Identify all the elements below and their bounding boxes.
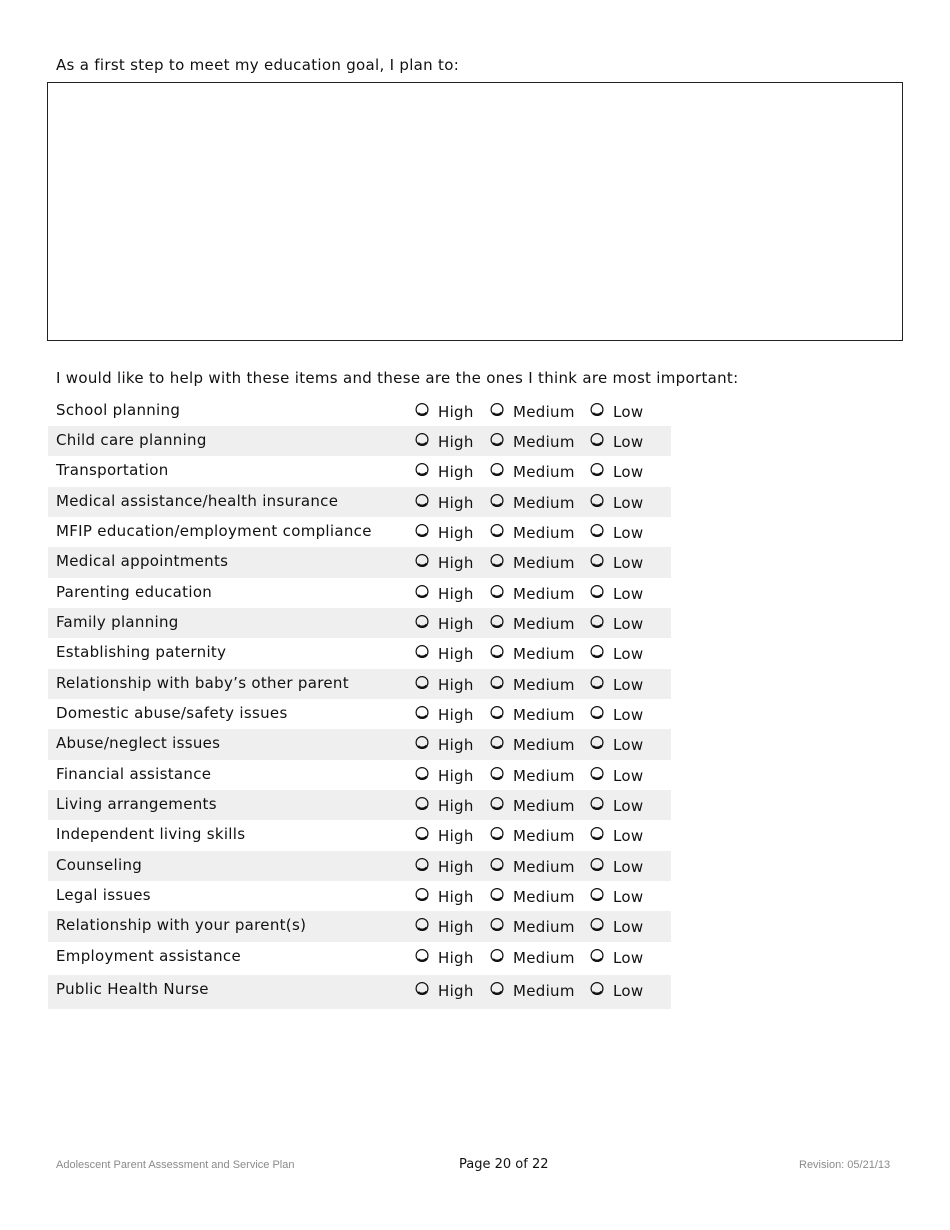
radio-button-icon[interactable] <box>415 796 430 811</box>
priority-high-option[interactable] <box>415 401 474 421</box>
priority-high-label: High <box>438 767 474 785</box>
radio-button-icon[interactable] <box>490 705 505 720</box>
priority-high-label: High <box>438 585 474 603</box>
priority-medium-option[interactable] <box>490 795 575 815</box>
radio-button-icon[interactable] <box>590 857 605 872</box>
priority-low-option[interactable] <box>590 825 643 845</box>
priority-item-label: Living arrangements <box>56 795 217 813</box>
radio-button-icon[interactable] <box>490 796 505 811</box>
priority-high-label: High <box>438 494 474 512</box>
priority-high-option[interactable] <box>415 552 474 572</box>
radio-button-icon[interactable] <box>590 705 605 720</box>
radio-button-icon[interactable] <box>415 523 430 538</box>
priority-low-label: Low <box>613 858 644 876</box>
priority-high-option[interactable] <box>415 613 474 633</box>
priority-medium-label: Medium <box>513 524 575 542</box>
priority-low-option[interactable] <box>590 643 643 663</box>
radio-button-icon[interactable] <box>490 402 505 417</box>
priority-medium-option[interactable] <box>490 643 575 663</box>
priority-low-label: Low <box>613 615 644 633</box>
priority-medium-option[interactable] <box>490 916 575 936</box>
priority-high-label: High <box>438 949 474 967</box>
priority-medium-option[interactable] <box>490 765 575 785</box>
priority-low-label: Low <box>613 949 644 967</box>
priority-high-option[interactable] <box>415 461 474 481</box>
priority-item-label: Medical assistance/health insurance <box>56 492 339 510</box>
priority-row <box>48 911 671 942</box>
radio-button-icon[interactable] <box>490 857 505 872</box>
priority-item-label: Public Health Nurse <box>56 980 209 998</box>
radio-button-icon[interactable] <box>415 553 430 568</box>
priority-medium-label: Medium <box>513 888 575 906</box>
priority-medium-label: Medium <box>513 797 575 815</box>
priority-medium-label: Medium <box>513 858 575 876</box>
radio-button-icon[interactable] <box>415 766 430 781</box>
priority-low-option[interactable] <box>590 401 643 421</box>
priority-low-option[interactable] <box>590 431 643 451</box>
priority-low-label: Low <box>613 676 644 694</box>
radio-button-icon[interactable] <box>590 402 605 417</box>
priority-row <box>48 456 671 487</box>
priority-low-label: Low <box>613 982 644 1000</box>
radio-button-icon[interactable] <box>415 644 430 659</box>
radio-button-icon[interactable] <box>490 887 505 902</box>
priority-high-label: High <box>438 676 474 694</box>
priority-low-option[interactable] <box>590 795 643 815</box>
radio-button-icon[interactable] <box>590 735 605 750</box>
priority-row <box>48 881 671 911</box>
priority-item-label: Relationship with baby’s other parent <box>56 674 349 692</box>
priority-high-option[interactable] <box>415 431 474 451</box>
priority-low-label: Low <box>613 645 644 663</box>
priority-high-label: High <box>438 554 474 572</box>
priority-row <box>48 426 671 456</box>
priority-item-label: Child care planning <box>56 431 207 449</box>
priority-low-label: Low <box>613 797 644 815</box>
priority-low-option[interactable] <box>590 552 643 572</box>
radio-button-icon[interactable] <box>590 523 605 538</box>
priority-high-label: High <box>438 433 474 451</box>
priority-row <box>48 760 671 790</box>
priority-low-label: Low <box>613 736 644 754</box>
radio-button-icon[interactable] <box>490 675 505 690</box>
priority-item-label: Relationship with your parent(s) <box>56 916 307 934</box>
priority-medium-option[interactable] <box>490 734 575 754</box>
priority-medium-label: Medium <box>513 645 575 663</box>
priority-medium-option[interactable] <box>490 674 575 694</box>
priority-high-label: High <box>438 982 474 1000</box>
radio-button-icon[interactable] <box>415 826 430 841</box>
radio-button-icon[interactable] <box>415 948 430 963</box>
priority-low-label: Low <box>613 433 644 451</box>
radio-button-icon[interactable] <box>590 796 605 811</box>
radio-button-icon[interactable] <box>590 675 605 690</box>
priority-high-label: High <box>438 797 474 815</box>
radio-button-icon[interactable] <box>590 614 605 629</box>
footer-page-number: Page 20 of 22 <box>459 1157 549 1172</box>
priority-medium-option[interactable] <box>490 431 575 451</box>
priority-high-label: High <box>438 403 474 421</box>
priority-low-label: Low <box>613 767 644 785</box>
priority-high-label: High <box>438 888 474 906</box>
priority-row <box>48 517 671 547</box>
priority-high-label: High <box>438 706 474 724</box>
priority-low-label: Low <box>613 554 644 572</box>
priority-medium-label: Medium <box>513 403 575 421</box>
priority-low-label: Low <box>613 706 644 724</box>
radio-button-icon[interactable] <box>490 826 505 841</box>
radio-button-icon[interactable] <box>415 917 430 932</box>
priority-low-label: Low <box>613 524 644 542</box>
priority-medium-option[interactable] <box>490 492 575 512</box>
education-goal-prompt: As a first step to meet my education goal, I plan to: <box>56 56 460 74</box>
priority-medium-option[interactable] <box>490 947 575 967</box>
priority-high-option[interactable] <box>415 704 474 724</box>
priority-item-label: Transportation <box>56 461 169 479</box>
priority-row <box>48 487 671 517</box>
priority-row <box>48 699 671 729</box>
priority-medium-label: Medium <box>513 706 575 724</box>
priority-row <box>48 851 671 881</box>
priority-item-label: Financial assistance <box>56 765 212 783</box>
priority-medium-option[interactable] <box>490 583 575 603</box>
priority-high-option[interactable] <box>415 825 474 845</box>
priority-low-option[interactable] <box>590 765 643 785</box>
radio-button-icon[interactable] <box>415 432 430 447</box>
priority-medium-label: Medium <box>513 949 575 967</box>
radio-button-icon[interactable] <box>490 584 505 599</box>
radio-button-icon[interactable] <box>490 614 505 629</box>
priority-low-option[interactable] <box>590 734 643 754</box>
priority-item-label: Legal issues <box>56 886 151 904</box>
radio-button-icon[interactable] <box>490 493 505 508</box>
priority-medium-option[interactable] <box>490 522 575 542</box>
priority-medium-option[interactable] <box>490 980 575 1000</box>
priority-low-option[interactable] <box>590 613 643 633</box>
priority-high-option[interactable] <box>415 522 474 542</box>
priority-low-label: Low <box>613 403 644 421</box>
priority-medium-option[interactable] <box>490 886 575 906</box>
radio-button-icon[interactable] <box>415 584 430 599</box>
priority-high-option[interactable] <box>415 734 474 754</box>
priorities-prompt: I would like to help with these items and these are the ones I think are most important: <box>56 369 739 387</box>
priority-high-option[interactable] <box>415 795 474 815</box>
priority-low-option[interactable] <box>590 947 643 967</box>
radio-button-icon[interactable] <box>415 493 430 508</box>
priority-item-label: Parenting education <box>56 583 213 601</box>
priority-high-label: High <box>438 736 474 754</box>
radio-button-icon[interactable] <box>590 432 605 447</box>
radio-button-icon[interactable] <box>415 705 430 720</box>
priority-item-label: Family planning <box>56 613 179 631</box>
priority-item-label: Counseling <box>56 856 143 874</box>
radio-button-icon[interactable] <box>415 981 430 996</box>
priority-row <box>48 942 671 975</box>
priority-row <box>48 729 671 760</box>
radio-button-icon[interactable] <box>590 981 605 996</box>
priority-high-option[interactable] <box>415 674 474 694</box>
footer-document-title: Adolescent Parent Assessment and Service Plan <box>56 1159 295 1171</box>
priority-medium-label: Medium <box>513 615 575 633</box>
priority-low-option[interactable] <box>590 492 643 512</box>
priority-medium-label: Medium <box>513 585 575 603</box>
priority-item-label: Domestic abuse/safety issues <box>56 704 288 722</box>
priority-item-label: Independent living skills <box>56 825 246 843</box>
priority-high-option[interactable] <box>415 856 474 876</box>
priority-row <box>48 975 671 1009</box>
priority-high-option[interactable] <box>415 492 474 512</box>
priority-medium-label: Medium <box>513 463 575 481</box>
radio-button-icon[interactable] <box>490 981 505 996</box>
radio-button-icon[interactable] <box>490 644 505 659</box>
priority-low-label: Low <box>613 888 644 906</box>
priority-high-option[interactable] <box>415 947 474 967</box>
priority-high-label: High <box>438 615 474 633</box>
priority-low-label: Low <box>613 918 644 936</box>
priority-medium-option[interactable] <box>490 613 575 633</box>
priority-row <box>48 669 671 699</box>
priority-medium-label: Medium <box>513 982 575 1000</box>
radio-button-icon[interactable] <box>415 735 430 750</box>
priority-item-label: Medical appointments <box>56 552 229 570</box>
priority-item-label: Employment assistance <box>56 947 241 965</box>
priority-medium-label: Medium <box>513 494 575 512</box>
priority-low-option[interactable] <box>590 461 643 481</box>
radio-button-icon[interactable] <box>415 857 430 872</box>
radio-button-icon[interactable] <box>490 766 505 781</box>
priority-high-label: High <box>438 524 474 542</box>
priority-low-option[interactable] <box>590 704 643 724</box>
priority-low-option[interactable] <box>590 916 643 936</box>
priority-medium-label: Medium <box>513 827 575 845</box>
priority-high-label: High <box>438 463 474 481</box>
priority-medium-label: Medium <box>513 554 575 572</box>
priority-medium-label: Medium <box>513 918 575 936</box>
priority-item-label: School planning <box>56 401 181 419</box>
priority-low-label: Low <box>613 463 644 481</box>
priority-row <box>48 638 671 669</box>
priority-low-option[interactable] <box>590 583 643 603</box>
radio-button-icon[interactable] <box>415 462 430 477</box>
priority-medium-label: Medium <box>513 676 575 694</box>
radio-button-icon[interactable] <box>590 553 605 568</box>
radio-button-icon[interactable] <box>490 553 505 568</box>
priority-item-label: MFIP education/employment compliance <box>56 522 372 540</box>
priority-medium-label: Medium <box>513 767 575 785</box>
radio-button-icon[interactable] <box>490 735 505 750</box>
priority-low-option[interactable] <box>590 522 643 542</box>
radio-button-icon[interactable] <box>590 462 605 477</box>
priority-high-option[interactable] <box>415 583 474 603</box>
priority-low-option[interactable] <box>590 674 643 694</box>
priority-low-option[interactable] <box>590 856 643 876</box>
priority-row <box>48 820 671 851</box>
priority-high-label: High <box>438 858 474 876</box>
priority-medium-option[interactable] <box>490 704 575 724</box>
priority-medium-option[interactable] <box>490 825 575 845</box>
priority-medium-option[interactable] <box>490 856 575 876</box>
radio-button-icon[interactable] <box>590 948 605 963</box>
priority-low-label: Low <box>613 494 644 512</box>
priority-high-option[interactable] <box>415 886 474 906</box>
radio-button-icon[interactable] <box>415 614 430 629</box>
radio-button-icon[interactable] <box>490 462 505 477</box>
radio-button-icon[interactable] <box>490 948 505 963</box>
radio-button-icon[interactable] <box>415 675 430 690</box>
priority-high-option[interactable] <box>415 643 474 663</box>
priority-high-label: High <box>438 645 474 663</box>
priority-medium-label: Medium <box>513 433 575 451</box>
priority-high-option[interactable] <box>415 916 474 936</box>
radio-button-icon[interactable] <box>590 644 605 659</box>
priority-low-label: Low <box>613 585 644 603</box>
radio-button-icon[interactable] <box>590 584 605 599</box>
education-goal-textbox[interactable] <box>47 82 903 341</box>
priority-item-label: Establishing paternity <box>56 643 227 661</box>
radio-button-icon[interactable] <box>590 766 605 781</box>
radio-button-icon[interactable] <box>490 523 505 538</box>
radio-button-icon[interactable] <box>590 493 605 508</box>
priority-low-label: Low <box>613 827 644 845</box>
priority-medium-option[interactable] <box>490 552 575 572</box>
priority-high-option[interactable] <box>415 980 474 1000</box>
priority-medium-option[interactable] <box>490 401 575 421</box>
footer-revision: Revision: 05/21/13 <box>799 1159 891 1171</box>
priority-row <box>48 608 671 638</box>
priority-item-label: Abuse/neglect issues <box>56 734 221 752</box>
radio-button-icon[interactable] <box>415 402 430 417</box>
priority-row <box>48 396 671 426</box>
priority-low-option[interactable] <box>590 980 643 1000</box>
priority-row <box>48 790 671 820</box>
radio-button-icon[interactable] <box>490 917 505 932</box>
priority-row <box>48 578 671 608</box>
priority-medium-option[interactable] <box>490 461 575 481</box>
priority-high-option[interactable] <box>415 765 474 785</box>
radio-button-icon[interactable] <box>590 887 605 902</box>
priority-low-option[interactable] <box>590 886 643 906</box>
radio-button-icon[interactable] <box>490 432 505 447</box>
radio-button-icon[interactable] <box>590 917 605 932</box>
priority-row <box>48 547 671 578</box>
priority-medium-label: Medium <box>513 736 575 754</box>
priority-high-label: High <box>438 918 474 936</box>
priority-high-label: High <box>438 827 474 845</box>
radio-button-icon[interactable] <box>415 887 430 902</box>
radio-button-icon[interactable] <box>590 826 605 841</box>
priorities-list <box>48 396 671 1009</box>
